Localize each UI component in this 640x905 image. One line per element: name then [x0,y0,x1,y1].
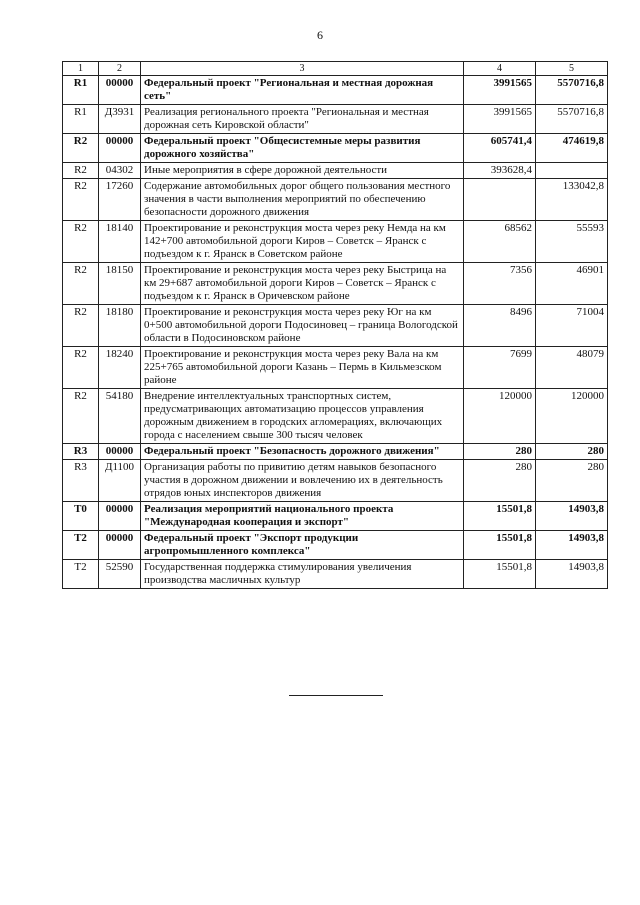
amount-col4: 280 [464,444,536,460]
table-row [63,179,608,221]
amount-col5: 48079 [536,347,608,389]
amount-col5: 5570716,8 [536,105,608,134]
item-name: Проектирование и реконструкция моста через реку Немда на км 142+700 автомобильной дороги Киров – Советск – Яранск с подъездом к г. Яранск в Советском районе [141,221,464,263]
column-header: 2 [99,62,141,76]
table-row [63,560,608,589]
section-code: R2 [63,347,99,389]
target-code: 54180 [99,389,141,444]
amount-col4: 15501,8 [464,502,536,531]
table-row [63,502,608,531]
amount-col5 [536,163,608,179]
target-code: 00000 [99,444,141,460]
amount-col5: 14903,8 [536,560,608,589]
table-row [63,163,608,179]
target-code: 18180 [99,305,141,347]
target-code: 00000 [99,134,141,163]
table-row [63,305,608,347]
amount-col5: 71004 [536,305,608,347]
target-code: 00000 [99,76,141,105]
table-header-row [63,62,608,76]
target-code: 00000 [99,531,141,560]
table-row [63,460,608,502]
amount-col4: 393628,4 [464,163,536,179]
section-code: R2 [63,221,99,263]
item-name: Федеральный проект "Региональная и местная дорожная сеть" [141,76,464,105]
section-code: R2 [63,389,99,444]
item-name: Реализация регионального проекта "Региональная и местная дорожная сеть Кировской области" [141,105,464,134]
target-code: 18240 [99,347,141,389]
item-name: Федеральный проект "Общесистемные меры развития дорожного хозяйства" [141,134,464,163]
item-name: Проектирование и реконструкция моста через реку Быстрица на км 29+687 автомобильной дороги Киров – Советск – Яранск с подъездом к г. Яранск в Оричевском районе [141,263,464,305]
amount-col5: 120000 [536,389,608,444]
section-code: R2 [63,163,99,179]
target-code: 18150 [99,263,141,305]
amount-col4: 7699 [464,347,536,389]
target-code: Д3931 [99,105,141,134]
table-row [63,444,608,460]
table-row [63,347,608,389]
amount-col4: 7356 [464,263,536,305]
column-header: 4 [464,62,536,76]
amount-col4: 15501,8 [464,531,536,560]
table-row [63,389,608,444]
amount-col5: 133042,8 [536,179,608,221]
item-name: Проектирование и реконструкция моста через реку Юг на км 0+500 автомобильной дороги Подосиновец – граница Вологодской области в Подосиновском районе [141,305,464,347]
section-code: T0 [63,502,99,531]
amount-col4 [464,179,536,221]
amount-col5: 280 [536,460,608,502]
amount-col4: 8496 [464,305,536,347]
item-name: Федеральный проект "Экспорт продукции агропромышленного комплекса" [141,531,464,560]
column-header: 1 [63,62,99,76]
target-code: 00000 [99,502,141,531]
section-code: T2 [63,560,99,589]
section-code: R2 [63,263,99,305]
section-code: R3 [63,444,99,460]
section-code: R3 [63,460,99,502]
amount-col4: 3991565 [464,76,536,105]
page-number: 6 [317,28,323,42]
amount-col5: 280 [536,444,608,460]
amount-col5: 474619,8 [536,134,608,163]
budget-table [62,61,608,589]
item-name: Иные мероприятия в сфере дорожной деятельности [141,163,464,179]
amount-col4: 120000 [464,389,536,444]
item-name: Проектирование и реконструкция моста через реку Вала на км 225+765 автомобильной дороги Казань – Пермь в Кильмезском районе [141,347,464,389]
item-name: Реализация мероприятий национального проекта "Международная кооперация и экспорт" [141,502,464,531]
section-code: T2 [63,531,99,560]
section-code: R2 [63,305,99,347]
end-separator-line [289,695,383,696]
table-row [63,76,608,105]
target-code: 17260 [99,179,141,221]
amount-col5: 14903,8 [536,531,608,560]
item-name: Содержание автомобильных дорог общего пользования местного значения в части выполнения мероприятий по обеспечению безопасности дорожного движения [141,179,464,221]
target-code: Д1100 [99,460,141,502]
item-name: Внедрение интеллектуальных транспортных систем, предусматривающих автоматизацию процессов управления дорожным движением в городских агломерациях, включающих города с населением свыше 300 тысяч человек [141,389,464,444]
column-header: 5 [536,62,608,76]
target-code: 52590 [99,560,141,589]
item-name: Федеральный проект "Безопасность дорожного движения" [141,444,464,460]
column-header: 3 [141,62,464,76]
target-code: 18140 [99,221,141,263]
table-row [63,221,608,263]
amount-col4: 605741,4 [464,134,536,163]
amount-col5: 55593 [536,221,608,263]
section-code: R1 [63,76,99,105]
section-code: R2 [63,179,99,221]
amount-col4: 3991565 [464,105,536,134]
section-code: R1 [63,105,99,134]
amount-col4: 68562 [464,221,536,263]
amount-col4: 15501,8 [464,560,536,589]
amount-col4: 280 [464,460,536,502]
item-name: Государственная поддержка стимулирования увеличения производства масличных культур [141,560,464,589]
amount-col5: 46901 [536,263,608,305]
amount-col5: 14903,8 [536,502,608,531]
target-code: 04302 [99,163,141,179]
section-code: R2 [63,134,99,163]
table-row [63,134,608,163]
table-row [63,263,608,305]
table-row [63,531,608,560]
table-row [63,105,608,134]
amount-col5: 5570716,8 [536,76,608,105]
item-name: Организация работы по привитию детям навыков безопасного участия в дорожном движении и вовлечению их в деятельность отрядов юных инспекторов движения [141,460,464,502]
